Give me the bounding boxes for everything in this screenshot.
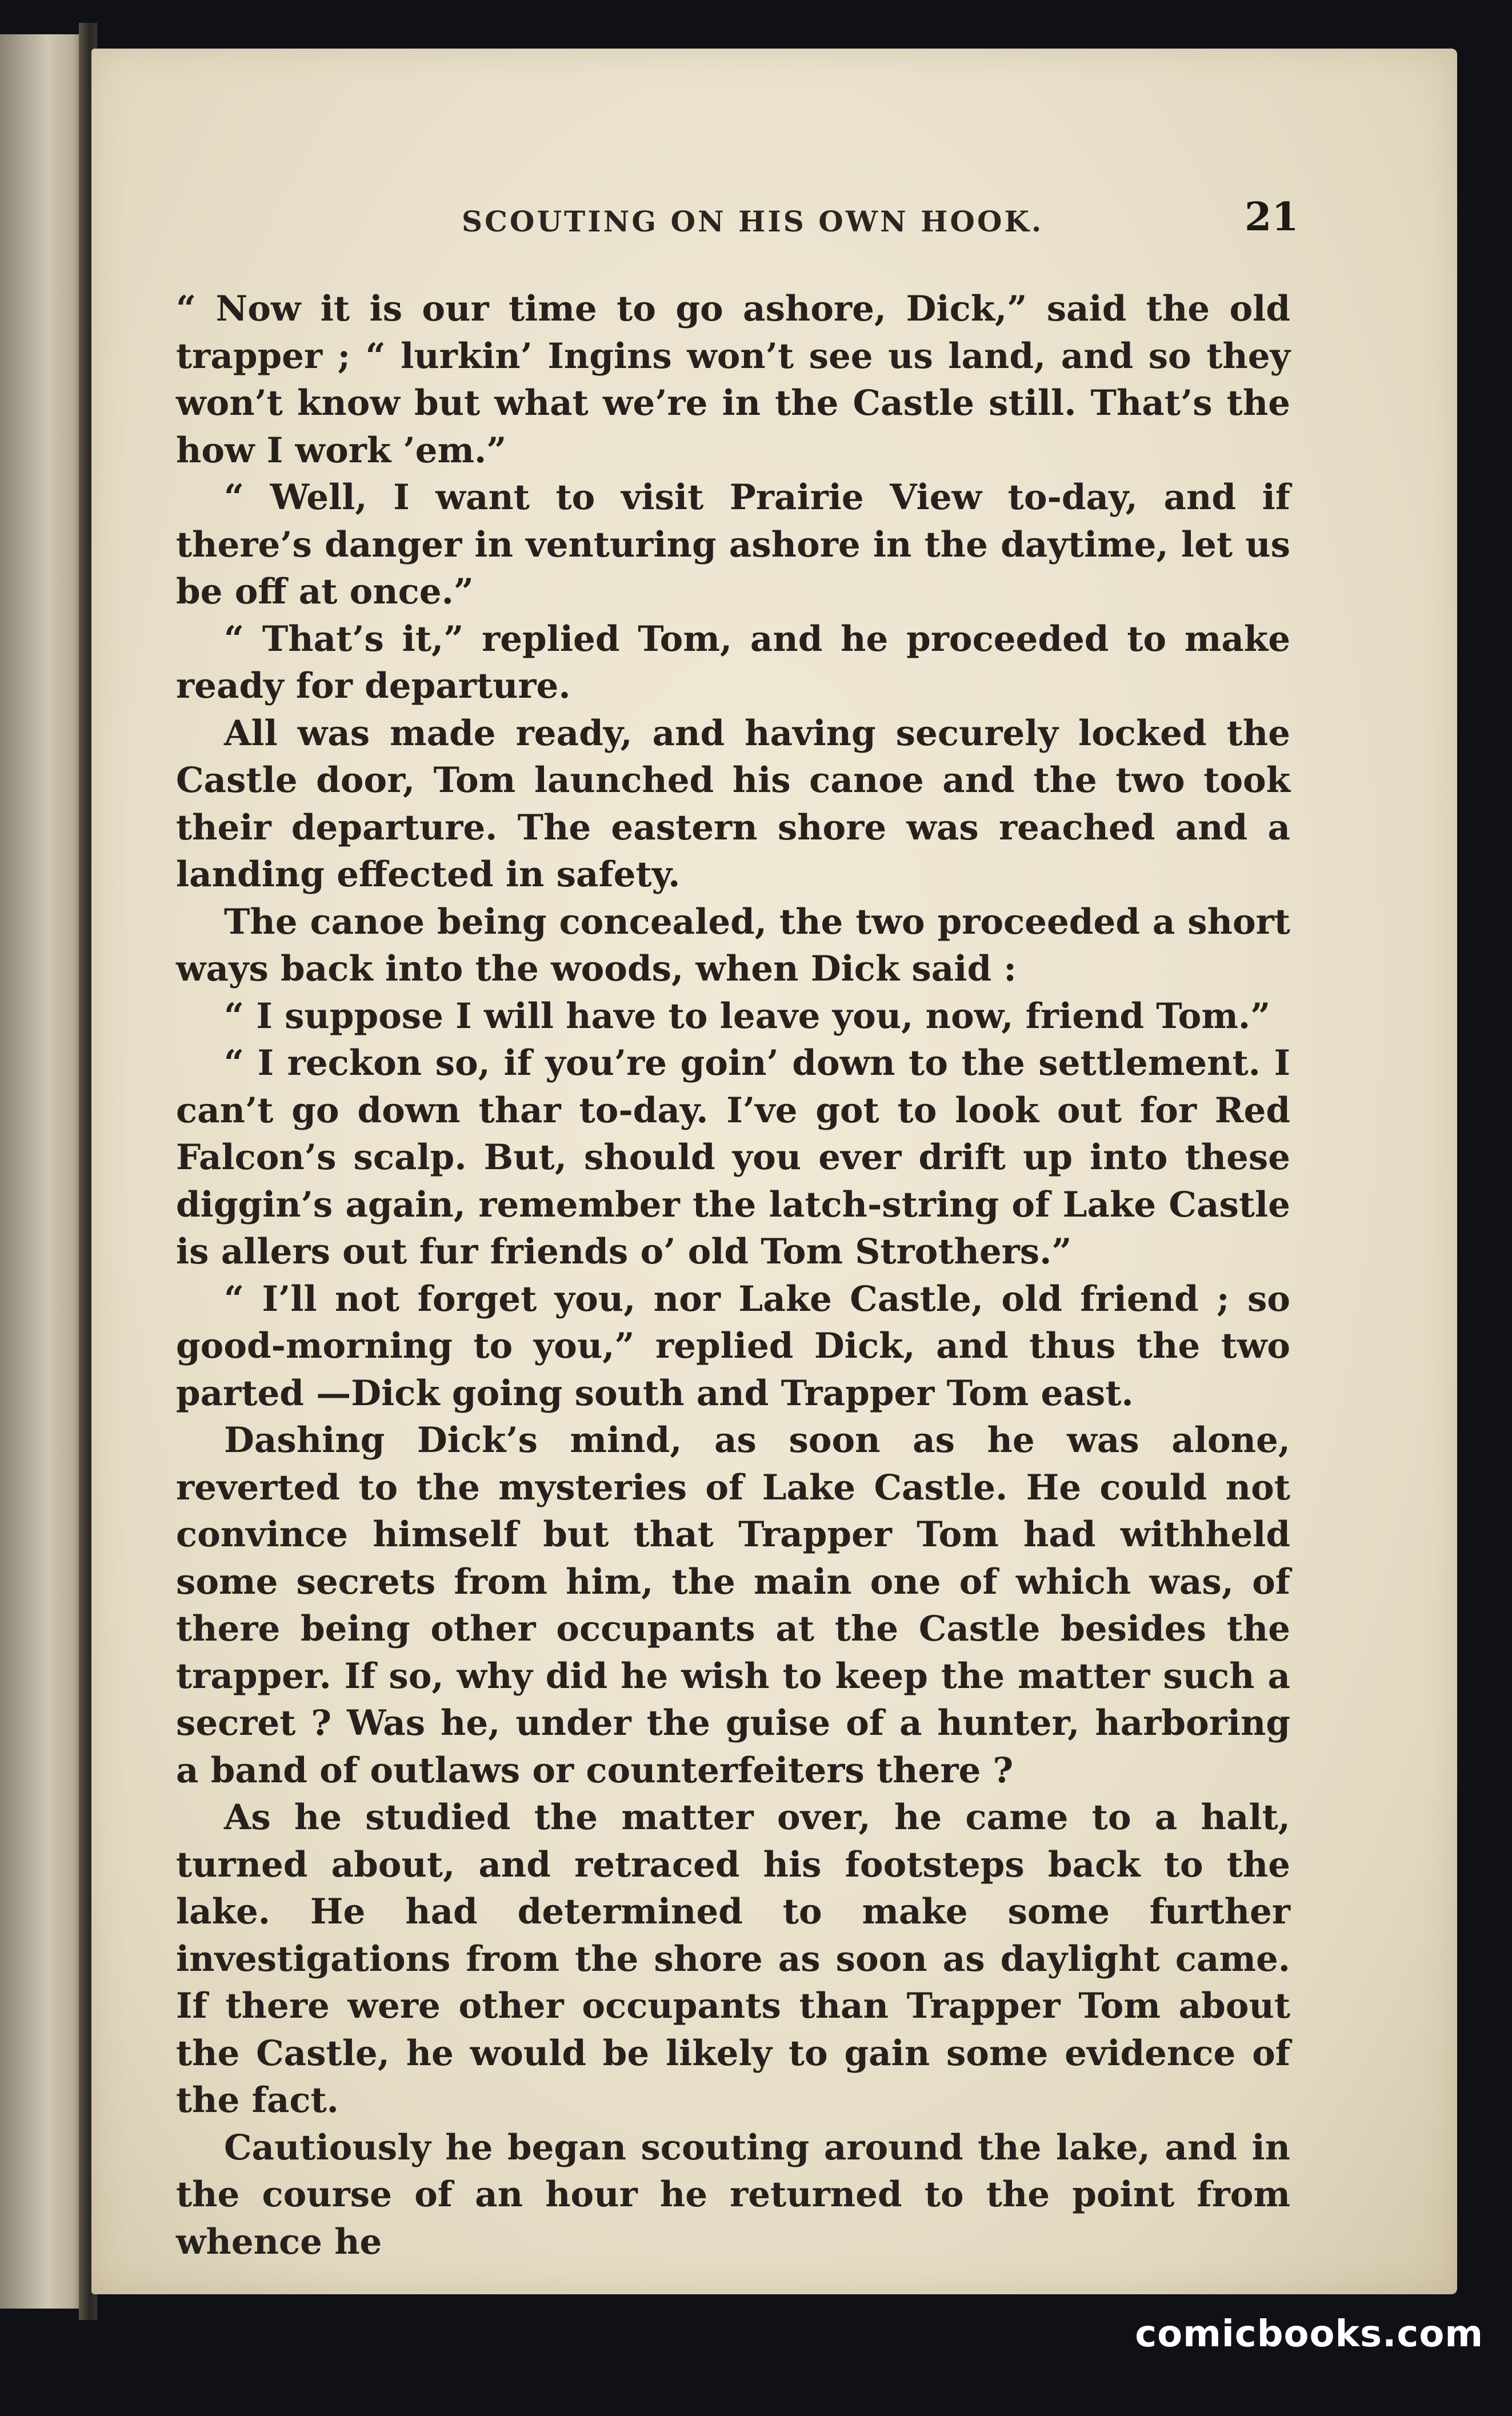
- paragraph: “ Now it is our time to go ashore, Dick,” said the old trapper ; “ lurkin’ Ingins won’t see us land, and so they won’t know but what we’re in the Castle still. That’s the how I work ’em.”: [176, 289, 1290, 471]
- paragraph: “ Well, I want to visit Prairie View to-day, and if there’s danger in venturing ashore in the daytime, let us be off at once.”: [176, 477, 1290, 612]
- paragraph: “ I’ll not forget you, nor Lake Castle, old friend ; so good-morning to you,” replied Dick, and thus the two parted —Dick going south and Trapper Tom east.: [176, 1278, 1290, 1414]
- paragraph: Dashing Dick’s mind, as soon as he was alone, reverted to the mysteries of Lake Castle. He could not convince himself but that Trapper Tom had withheld some secrets from him, the main one of which was, of there being other occupants at the Castle besides the trapper. If so, why did he wish to keep the matter such a secret ? Was he, under the guise of a hunter, harboring a band of outlaws or counterfeiters there ?: [176, 1420, 1290, 1791]
- paragraph: Cautiously he began scouting around the lake, and in the course of an hour he returned to the point from whence he: [176, 2127, 1290, 2262]
- watermark-logo: comicbooks.com: [1111, 2300, 1512, 2369]
- paragraph: “ I reckon so, if you’re goin’ down to the settlement. I can’t go down thar to-day. I’ve got to look out for Red Falcon’s scalp. But, should you ever drift up into these diggin’s again, remember the latch-string of Lake Castle is allers out fur friends o’ old Tom Strothers.”: [176, 1043, 1290, 1272]
- paragraph: As he studied the matter over, he came to a halt, turned about, and retraced his footsteps back to the lake. He had determined to make some further investigations from the shore as soon as daylight came. If there were other occupants than Trapper Tom about the Castle, he would be likely to gain some evidence of the fact.: [176, 1797, 1290, 2121]
- facing-page-edge: [0, 34, 86, 2309]
- paragraph: All was made ready, and having securely locked the Castle door, Tom launched his canoe and the two took their departure. The eastern shore was reached and a landing effected in safety.: [176, 713, 1290, 895]
- running-title: SCOUTING ON HIS OWN HOOK.: [462, 205, 1044, 238]
- page-number: 21: [1245, 194, 1299, 240]
- body-text: [176, 286, 1290, 2266]
- paragraph: “ That’s it,” replied Tom, and he proceeded to make ready for departure.: [176, 618, 1290, 706]
- paragraph: “ I suppose I will have to leave you, now, friend Tom.”: [224, 995, 1271, 1037]
- paragraph: The canoe being concealed, the two proceeded a short ways back into the woods, when Dick said :: [176, 901, 1290, 989]
